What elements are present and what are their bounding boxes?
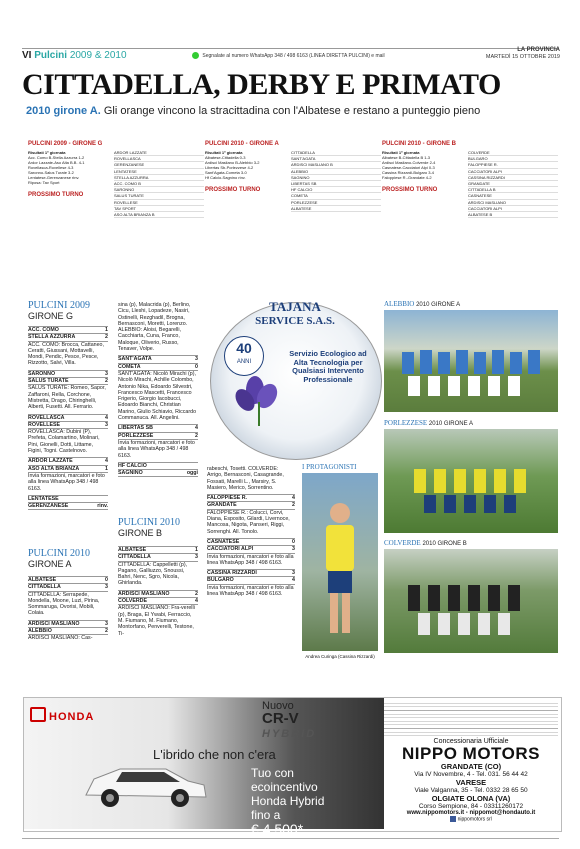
result-line: Sant'Agata-Cometa 3-0 [205, 170, 247, 175]
honda-h-icon [30, 707, 46, 722]
squads-2009-title: PULCINI 2009 GIRONE G [28, 300, 90, 321]
result-line: Albatese B-Cittadella B 1-3 [382, 155, 431, 160]
standings-row: LENTATESE [114, 169, 204, 175]
standings-row: ACC. COMO B [114, 181, 204, 187]
results-head: Risultati 1ª giornata [382, 150, 420, 155]
team-photo-figures [384, 549, 558, 653]
result-line: Ardor Lazzate-Aso Alta B.B. 4-1 [28, 160, 85, 165]
standings-row: COMETA [291, 193, 381, 199]
standings-row: ALBATESE [291, 206, 381, 212]
standings-row: SANT'AGATA [291, 156, 381, 162]
standings-row: COLVERDE [468, 150, 558, 156]
tajana-40-badge: 40 ANNI [224, 336, 264, 376]
masthead: LA PROVINCIA MARTEDÌ 15 OTTOBRE 2019 [485, 47, 560, 60]
contact-line: Segnalate al numero WhatsApp 348 / 498 6163 (LINEA DIRETTA PULCINI) e mail [190, 52, 385, 59]
standings-row: ARDISCI MASLIANO [468, 200, 558, 206]
tajana-slogan: Servizio Ecologico ad Alta Tecnologia per Qualsiasi Intervento Professionale [289, 349, 367, 384]
prossimo-turno: PROSSIMO TURNO [382, 187, 438, 193]
photo-caption-alebbio: ALEBBIO 2010 GIRONE A [384, 300, 461, 308]
team-photo-figures [384, 310, 558, 412]
photo-alebbio [384, 310, 558, 412]
squads-mid: sina (p), Malacrida (p), Berlino, Cicu, Lleshi, Lopadeze, Nasiri, Ostinelli, Rezghadil, Brogna, Bernasconi, Moretti, Lorenzo. ALEBBIO: Aloisi, Begarelli, Cacchiarta, Cuna, Franco, Maloque, Oliverio, Russo, Tenaver, Volpe. SANT'AGATA 3 COMETA 0 SANT'AGATA: Nicolò Mirachi (p), Nicolò Mirachi, Achille Colombo, Antonio Nika, Edoardo Silvestri, Francesco Mascetti, Francesco Frigerio, Giorgio Iacobucci, Edoardo Bianchi, Christian Marino, Giulio Schiavio, Riccardo Commanuca. All. Angelini. LIBERTAS SB 4 PORLEZZESE 2 Invia formazioni, marcatori e foto alla linea WhatsApp 348 / 498 6163. HF CALCIO SAGNINO oggi [118, 302, 198, 477]
results-head: Risultati 1ª giornata [205, 150, 243, 155]
standings-row: CASSINA RIZZARDI [468, 175, 558, 181]
protagonisti-title: I PROTAGONISTI [302, 463, 357, 471]
standings-column [28, 141, 204, 218]
column-title: PULCINI 2010 - GIRONE A [205, 141, 279, 147]
section-years: 2009 & 2010 [69, 50, 127, 61]
standings-row: ASO ALTA BRIANZA B [114, 212, 204, 218]
section-name: Pulcini [34, 50, 68, 61]
standings-row: ARDOR LAZZATE [114, 150, 204, 156]
result-line: Cassina Rizzardi-Bulgaro 3-4 [382, 170, 435, 175]
photo-porlezzese [384, 429, 558, 533]
headline: CITTADELLA, DERBY E PRIMATO [22, 68, 501, 101]
honda-small-print [384, 700, 558, 736]
nippo-motors-ad: Concessionaria Ufficiale NIPPO MOTORS GRANDATE (CO) Via IV Novembre, 4 - Tel. 031. 56 44 42 VARESE Viale Valganna, 35 - Tel. 0332 28 65 50 OLGIATE OLONA (VA) Corso Sempione, 84 - 03311260172 www.nippomotors.it - nippomot@hondauto.it nippomotors srl [402, 738, 540, 823]
squads-2010b-body: ALBATESE 1 CITTADELLA 3 CITTADELLA: Cappelletti (p), Pagano, Galliuzzo, Snoussi, Bahri, Nenc, Sgro, Nicola, Ghirlanda. ARDISCI MASLIANO 2 COLVERDE 4 ARDISCI MASLIANO: Fra-verelli (p), Braga, El Ywabi, Ferraccio, M. Fiumano, M. Fiumano, Montorfano, Penverelli, Testone, Ti- [118, 547, 198, 637]
standings-row: PORLEZZESE [291, 200, 381, 206]
standings-row: GERENZANESE [114, 162, 204, 168]
result-line: Saronno-Salus Turate 3-2 [28, 170, 74, 175]
car-icon [80, 755, 210, 810]
squads-2010a-body: ALBATESE 0 CITTADELLA 3 CITTADELLA: Serrapede, Mondella, Moone, Luzi, Pirina, Sommaruga, Ovorisi, Mobili, Colaia. ARDISCI MASLIANO 3 ALEBBIO 2 ARDISCI MASLIANO: Cas- [28, 577, 108, 642]
standings-row: ROVELLASCA [114, 156, 204, 162]
standings-row: CITTADELLA [291, 150, 381, 156]
result-line: Libertas Sb-Porlezzese 4-2 [205, 165, 254, 170]
standings-row: TAV SPORT [114, 206, 204, 212]
protagonisti-caption: Andrea Curinga (Cassina Rizzardi) [305, 654, 375, 659]
squads-right: rabeschi, Tosetti. COLVERDE: Arrigo, Bernasconi, Casagrande, Fossati, Marelli L., Marsiry, S. Masiero, Merico, Sorrentino. FALOPPIESE R. 4 GRANDATE 2 FALOPPIESE R.: Colucci, Corvi, Diana, Esposito, Gilardi, Livernoce, Mancosa, Nigota, Panseri, Riggi, Sorrenghi. All. Tonolo. CASNATESE 0 CACCIATORI ALPI 3 Invia formazioni, marcatori e foto alla linea WhatsApp 348 / 498 6163. CASSINA RIZZARDI 3 BULGARO 4 Invia formazioni, marcatori e foto alla linea WhatsApp 348 / 498 6163. [207, 466, 295, 598]
result-line: Acc. Como B-Stella Azzurra 1-2 [28, 155, 85, 160]
standings-row: SALUS TURATE [114, 193, 204, 199]
result-line: Albatese-Cittadella 0-3 [205, 155, 246, 160]
standings-row: STELLA AZZURRA [114, 175, 204, 181]
column-title: PULCINI 2010 - GIRONE B [382, 141, 457, 147]
standings-row: BULGARO [468, 156, 558, 162]
whatsapp-icon [192, 52, 199, 59]
standings-row: SARONNO [114, 187, 204, 193]
standings-column [205, 141, 381, 212]
result-line: Riposa: Tav Sport [28, 180, 60, 185]
honda-slogan: L'ibrido che non c'era [153, 747, 276, 762]
standings-row: GRANDATE [468, 181, 558, 187]
prossimo-turno: PROSSIMO TURNO [28, 192, 84, 198]
result-line: Ardisci Masliano B-Alebbio 3-2 [205, 160, 260, 165]
squads-2009 [28, 300, 108, 322]
result-line: Hf Calcio-Sagnino rinv. [205, 175, 246, 180]
result-line: Lentatese-Gerenzanese rinv. [28, 175, 80, 180]
result-line: Faloppiese R.-Grandate 4-2 [382, 175, 432, 180]
honda-logo: HONDA [30, 707, 94, 723]
squads-2010b: PULCINI 2010 GIRONE B [118, 517, 180, 538]
prossimo-turno: PROSSIMO TURNO [205, 187, 261, 193]
standings-row: CITTADELLA B [468, 187, 558, 193]
result-line: Rovellasca-Rovellese 4-3 [28, 165, 74, 170]
team-photo-figures [384, 429, 558, 533]
standings-row: ALEBBIO [291, 169, 381, 175]
photo-caption-porlezzese: PORLEZZESE 2010 GIRONE A [384, 419, 473, 427]
standings-row: ARDISCI MASLIANO B [291, 162, 381, 168]
section-label [22, 50, 127, 61]
subheadline: 2010 girone A. Gli orange vincono la stracittadina con l'Albatese e restano a punteggio pieno [26, 105, 481, 117]
honda-promo: Tuo con ecoincentivo Honda Hybrid fino a € 4.500* [251, 766, 325, 837]
results-head: Risultati 1ª giornata [28, 150, 66, 155]
player-figure-icon [302, 473, 378, 651]
standings-row: CACCIATORI ALPI [468, 206, 558, 212]
standings-row: HF CALCIO [291, 187, 381, 193]
standings-row: ROVELLESE [114, 200, 204, 206]
squads-2010a: PULCINI 2010 GIRONE A [28, 548, 90, 569]
honda-nuovo: Nuovo [262, 700, 294, 712]
honda-hybrid: HYBRID [262, 728, 317, 740]
standings-row: CACCIATORI ALPI [468, 169, 558, 175]
squads-2009-body: ACC. COMO 1 STELLA AZZURRA 2 ACC. COMO: Brocca, Cattaneo, Ceratti, Giussani, Mottavelli, Mondi, Pendic, Pesce, Pesce, Rizzotto, Salvi, Villa. SARONNO 3 SALUS TURATE 2 SALUS TURATE: Romeo, Sapor, Zaffaroni, Rella, Corchone, Mistretta, Drago, Chiringhelli, Alberti, Fusetti. All. Ferrario. ROVELLASCA 4 ROVELLESE 3 ROVELLASCA: Dubini (P), Prefeta, Colamartino, Molinari, Pini, Gionelli, Dotti, Littame, Figini, Togni. Castelnovo. ARDOR LAZZATE 4 ASO ALTA BRIANZA 1 Invia formazioni, marcatori e foto alla linea WhatsApp 348 / 498 6163. LENTATESE GERENZANESE rinv. [28, 327, 108, 510]
standings-row: ALBATESE B [468, 212, 558, 218]
column-title: PULCINI 2009 - GIRONE G [28, 141, 103, 147]
photo-colverde [384, 549, 558, 653]
standings-row: LIBERTAS SB [291, 181, 381, 187]
result-line: Casnatese-Cacciatori Alpi 0-3 [382, 165, 435, 170]
facebook-icon [450, 816, 456, 822]
result-line: Ardisci Masliano-Colverde 2-4 [382, 160, 436, 165]
standings-row: FALOPPIESE R. [468, 162, 558, 168]
photo-caption-colverde: COLVERDE 2010 GIRONE B [384, 539, 467, 547]
standings-row: SAGNINO [291, 175, 381, 181]
standings-column [382, 141, 558, 218]
standings-row: CASNATESE [468, 193, 558, 199]
honda-model: CR-V [262, 710, 299, 727]
page-section: VI [22, 50, 32, 61]
bottom-rule [22, 838, 559, 839]
small-print-lines [384, 700, 558, 736]
protagonisti-photo [302, 473, 378, 651]
tajana-name: TAJANA SERVICE S.A.S. [255, 299, 335, 327]
